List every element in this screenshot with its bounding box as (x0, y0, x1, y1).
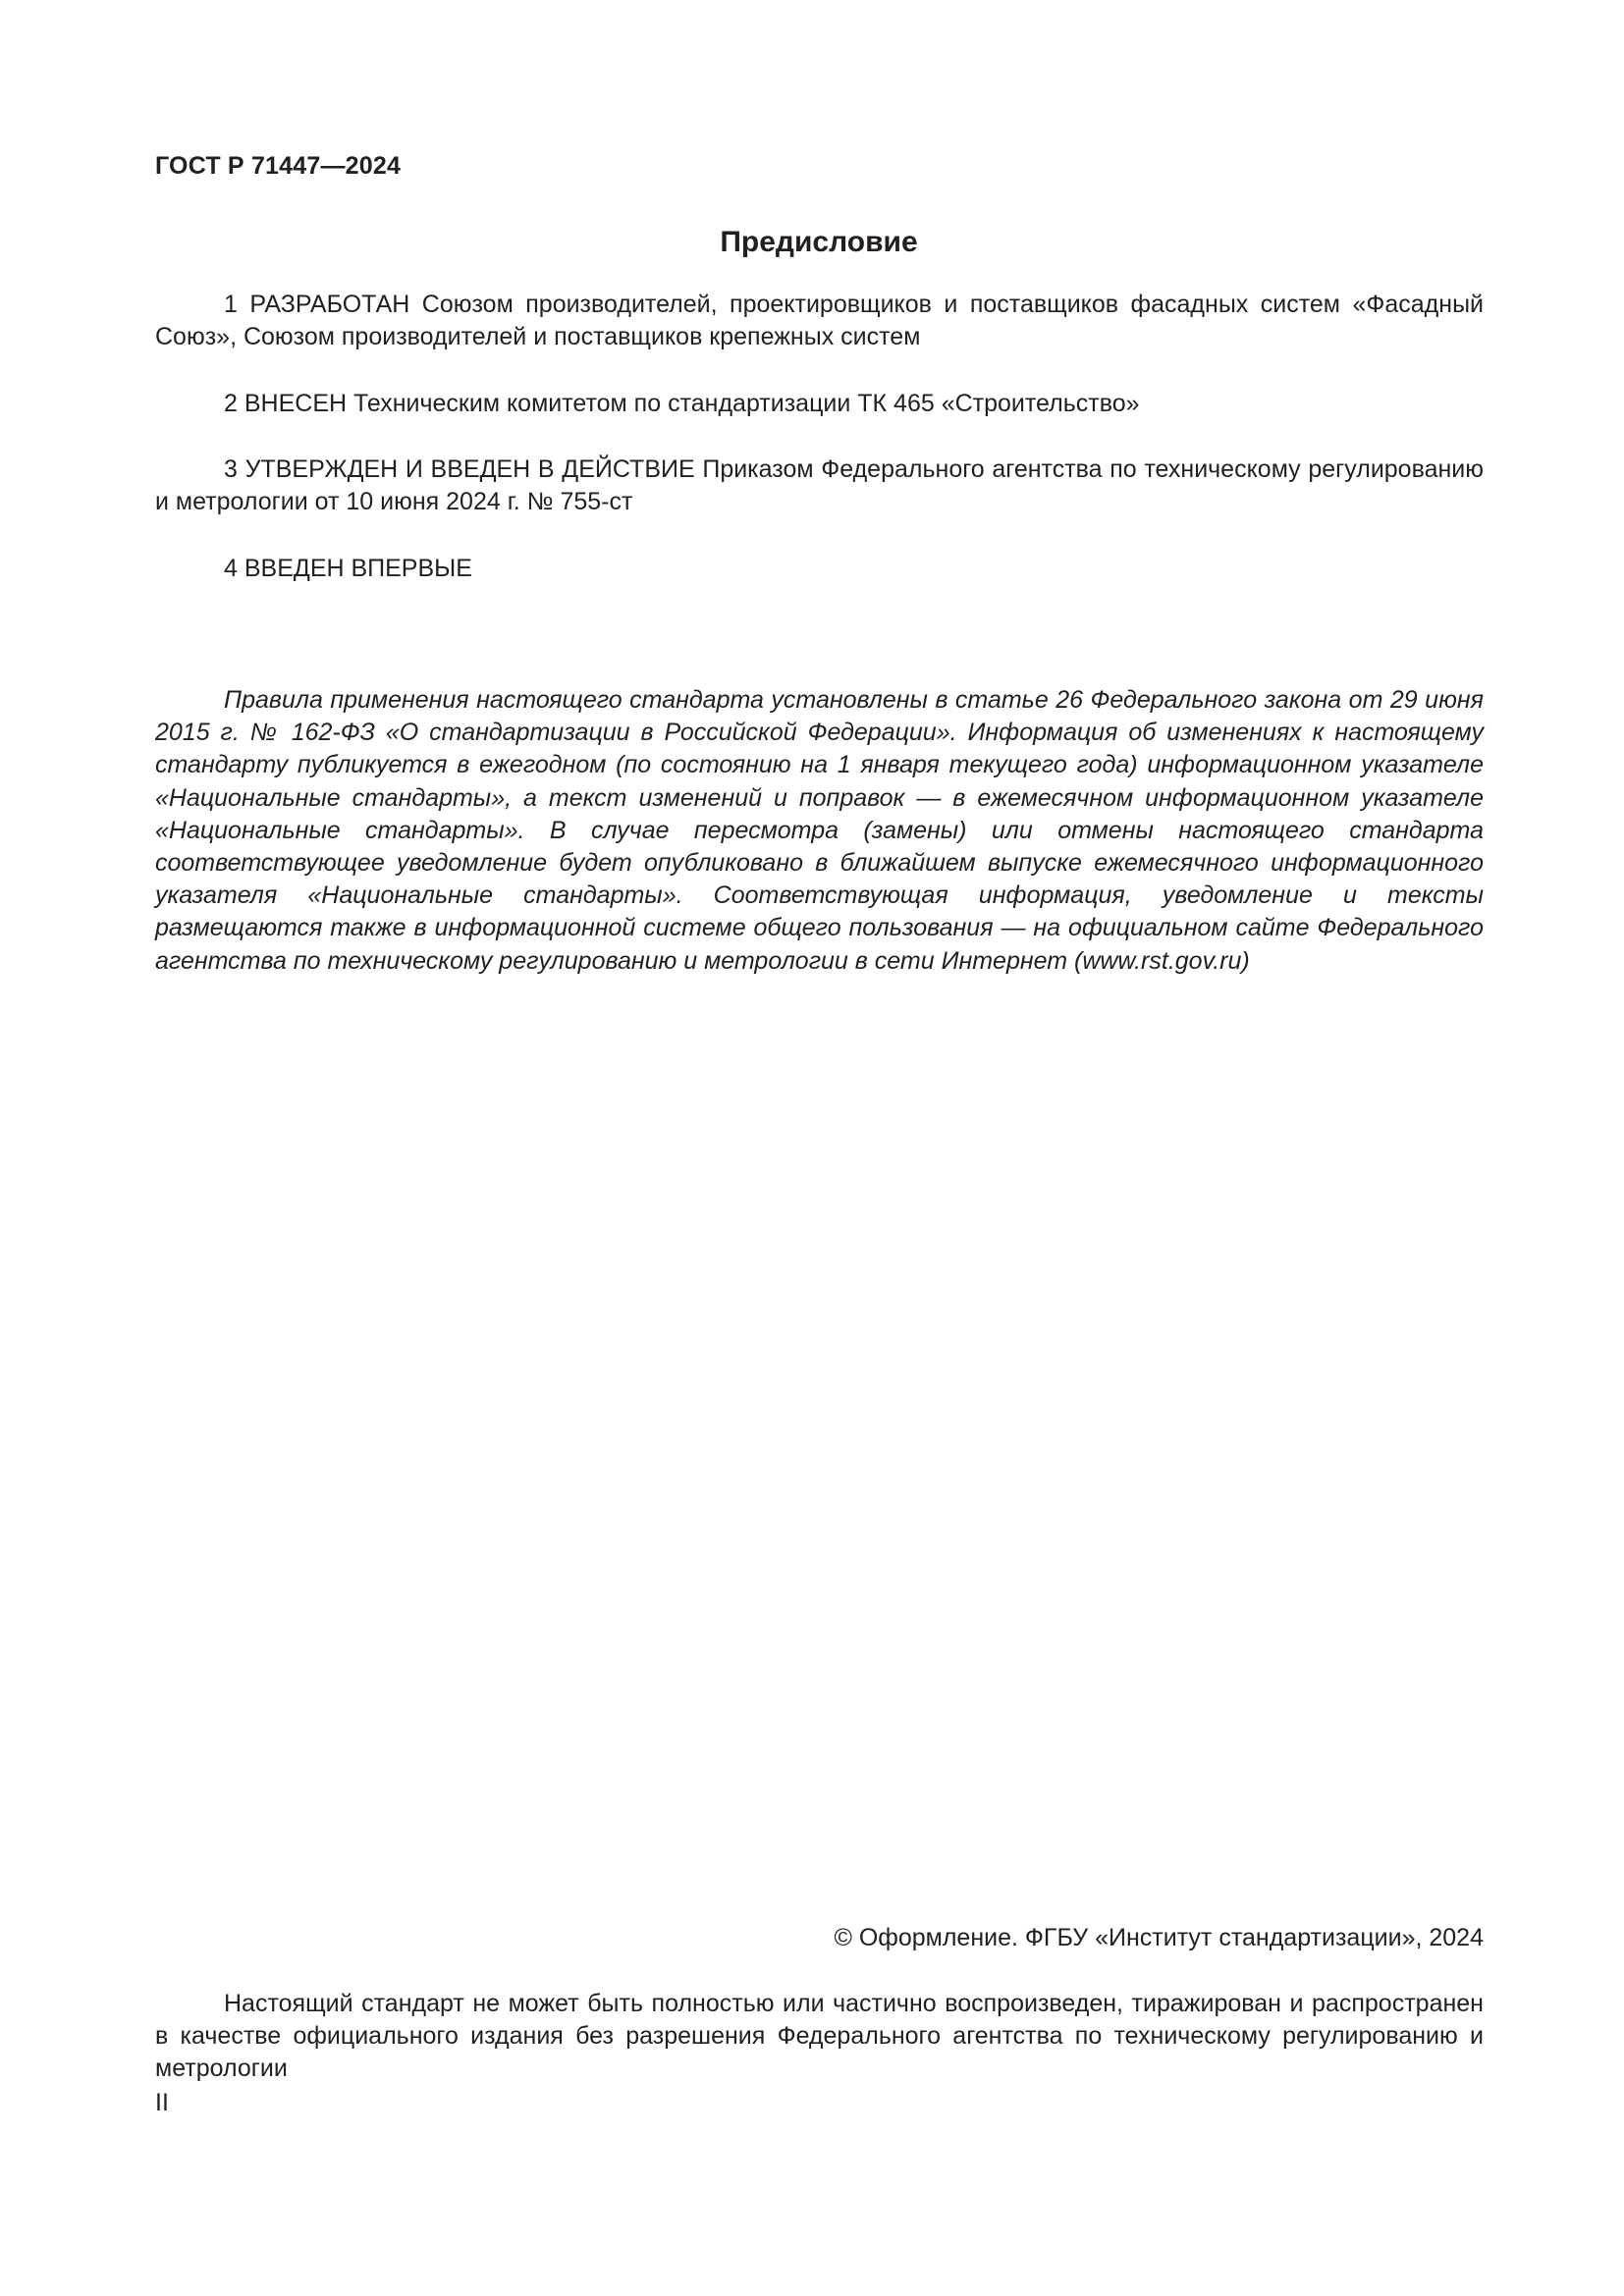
item-number: 1 (224, 291, 238, 318)
item-label: ВНЕСЕН (244, 390, 348, 417)
item-number: 2 (224, 390, 238, 417)
page-number: II (155, 2089, 169, 2116)
item-number: 4 (224, 555, 238, 582)
foreword-item-3 (155, 454, 1484, 518)
foreword-item-2 (155, 388, 1484, 420)
item-text: Приказом Федерального агентства по техническому регулированию и метрологии от 10 июня 2024 г. № 755-ст (155, 455, 1485, 515)
foreword-item-4 (155, 553, 1484, 585)
item-text: Союзом производителей, проектировщиков и поставщиков фасадных систем «Фасадный Союз», Союзом производителей и поставщиков крепежных систем (155, 291, 1485, 350)
application-rules-note: Правила применения настоящего стандарта установлены в статье 26 Федерального закона от 29 июня 2015 г. № 162-ФЗ «О стандартизации в Российской Федерации». Информация об изменениях к настоящему стандарту публикуется в ежегодном (по состоянию на 1 января текущего года) информационном указателе «Национальные стандарты», а текст изменений и поправок — в ежемесячном информационном указателе «Национальные стандарты». В случае пересмотра (замены) или отмены настоящего стандарта соответствующее уведомление будет опубликовано в ближайшем выпуске ежемесячного информационного указателя «Национальные стандарты». Соответствующая информация, уведомление и тексты размещаются также в информационной системе общего пользования — на официальном сайте Федерального агентства по техническому регулированию и метрологии в сети Интернет (www.rst.gov.ru) (155, 686, 1484, 975)
item-label: РАЗРАБОТАН (249, 291, 410, 318)
reproduction-notice: Настоящий стандарт не может быть полностью или частично воспроизведен, тиражирован и распространен в качестве официального издания без разрешения Федерального агентства по техническому регулированию и метрологии (155, 1990, 1484, 2082)
item-text: Техническим комитетом по стандартизации ТК 465 «Строительство» (353, 390, 1140, 417)
copyright-line: © Оформление. ФГБУ «Институт стандартизации», 2024 (834, 1924, 1484, 1951)
page-title-text: Предисловие (720, 226, 918, 258)
item-label: УТВЕРЖДЕН И ВВЕДЕН В ДЕЙСТВИЕ (244, 455, 695, 483)
document-code: ГОСТ Р 71447—2024 (155, 152, 402, 180)
item-number: 3 (224, 455, 238, 483)
page-title (0, 226, 1624, 259)
item-label: ВВЕДЕН ВПЕРВЫЕ (244, 555, 472, 582)
foreword-item-1 (155, 289, 1484, 353)
